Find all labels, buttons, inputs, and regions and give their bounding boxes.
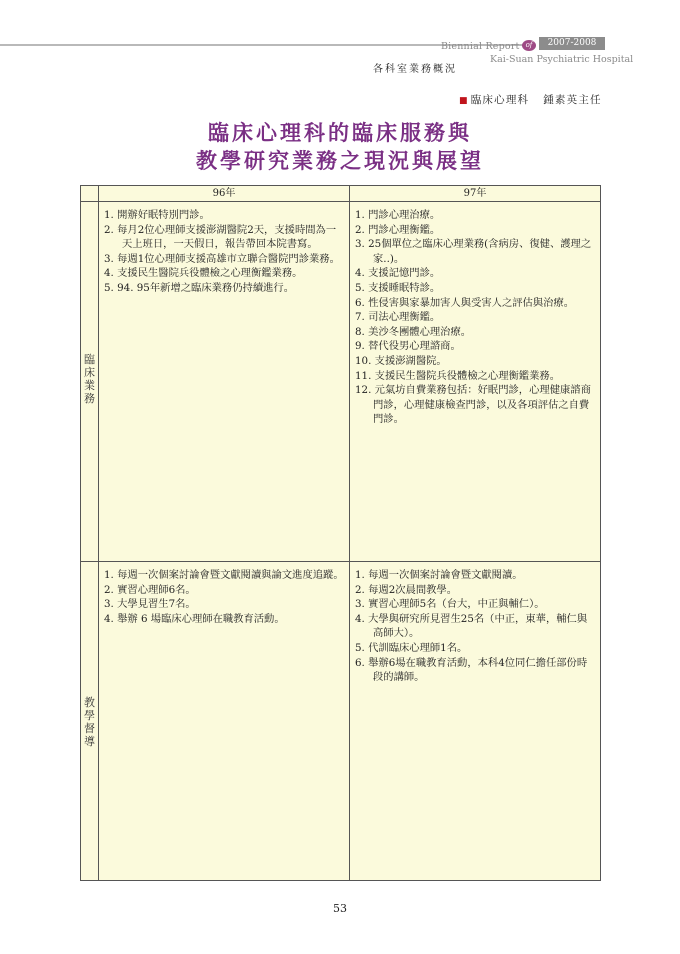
list-item: 7. 司法心理衡鑑。 [355,311,441,324]
list-item: 6. 性侵害與家暴加害人與受害人之評估與治療。 [355,296,575,309]
list-item: 10. 支援澎湖醫院。 [355,354,447,367]
list-item: 4. 舉辦 6 場臨床心理師在職教育活動。 [104,612,285,625]
list-item: 3. 實習心理師5名（台大，中正與輔仁）。 [355,598,545,611]
list-item: 2. 實習心理師6名。 [104,583,196,596]
header-year-badge: 2007-2008 [539,37,605,50]
list-item: 4. 支援民生醫院兵役體檢之心理衡鑑業務。 [104,267,303,280]
list-item: 4. 支援記憶門診。 [355,267,441,280]
table-divider [98,186,99,880]
row-label-char: 督 [84,722,95,735]
list-item: 5. 代訓臨床心理師1名。 [355,641,468,654]
list-item: 1. 每週一次個案討論會暨文獻閱讀與論文進度追蹤。 [104,569,344,581]
header-section-title: 各科室業務概況 [373,64,457,75]
row-label-char: 務 [84,392,95,405]
row-label-char: 學 [84,709,95,722]
row-label-char: 教 [84,696,95,709]
page-title-line1: 臨床心理科的臨床服務與 [208,120,472,145]
list-item: 3. 25個單位之臨床心理業務(含病房、復健、護理之家..)。 [355,238,592,265]
list-item: 6. 舉辦6場在職教育活動，本科4位同仁擔任部份時段的講師。 [355,656,588,684]
square-bullet-icon: ■ [459,96,469,106]
department-line [459,92,602,107]
column-header-96: 96年 [212,188,236,199]
list-item: 4. 大學與研究所見習生25名（中正，東華，輔仁與高師大）。 [355,612,588,640]
business-table [80,185,601,881]
list-item: 1. 每週一次個案討論會暨文獻閱讀。 [355,569,523,581]
row-label-char: 導 [84,735,95,748]
list-item: 12. 元氣坊自費業務包括：好眠門診，心理健康諮商門診，心理健康檢查門診，以及各項評估之自費門診。 [355,384,591,426]
list-item: 9. 替代役男心理諮商。 [355,340,461,353]
cell-clinical-97 [355,208,595,427]
row-label-char: 臨 [84,353,95,366]
row-label-teaching [81,696,98,748]
list-item: 5. 94. 95年新增之臨床業務仍持續進行。 [104,281,295,294]
list-item: 5. 支援睡眠特診。 [355,281,441,294]
page-title-line2: 教學研究業務之現況與展望 [196,148,484,173]
header-hospital-name: Kai-Suan Psychiatric Hospital [490,54,634,65]
list-item: 2. 門診心理衡鑑。 [355,223,441,236]
cell-teaching-96 [104,568,344,626]
table-divider [81,201,600,202]
list-item: 3. 每週1位心理師支援高雄市立聯合醫院門診業務。 [104,252,340,265]
row-label-char: 業 [84,379,95,392]
list-item: 1. 門診心理治療。 [355,209,441,221]
cell-teaching-97 [355,568,595,685]
column-header-97: 97年 [463,188,487,199]
list-item: 8. 美沙冬團體心理治療。 [355,325,472,338]
department-name: 臨床心理科 [470,94,530,106]
row-label-char: 床 [84,366,95,379]
list-item: 11. 支援民生醫院兵役體檢之心理衡鑑業務。 [355,369,560,382]
department-head: 鍾素英主任 [543,94,602,106]
list-item: 2. 每週2次晨間教學。 [355,583,458,596]
table-divider [81,561,600,562]
row-label-clinical [81,353,98,405]
table-divider [349,186,350,880]
header-of-badge: of [522,40,536,51]
list-item: 1. 開辦好眠特別門診。 [104,209,210,221]
cell-clinical-96 [104,208,344,296]
list-item: 3. 大學見習生7名。 [104,598,196,611]
header-biennial-report: Biennial Report [441,41,520,52]
page-number: 53 [333,902,347,915]
list-item: 2. 每月2位心理師支援澎湖醫院2天，支援時間為一天上班日，一天假日，報告帶回本院書寫。 [104,223,337,251]
